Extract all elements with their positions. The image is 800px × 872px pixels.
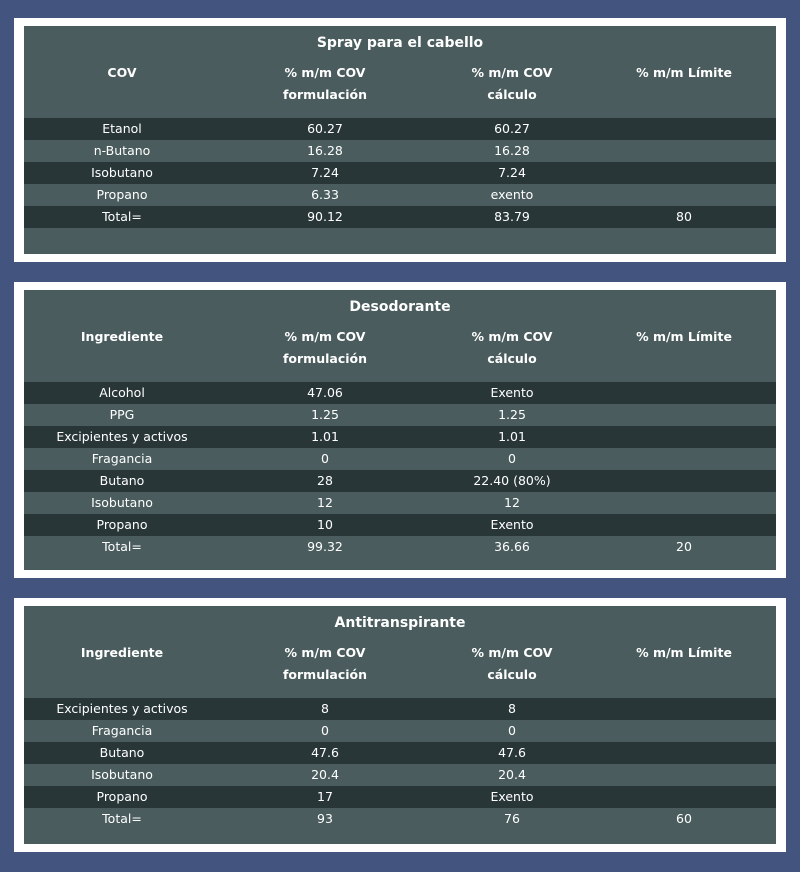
cell-name: Total= — [102, 539, 142, 554]
table-row — [24, 426, 776, 448]
cell-limite — [594, 140, 774, 162]
cell-limite: 20 — [676, 539, 692, 554]
cell-calculo: 0 — [508, 723, 516, 738]
cell-calculo: 36.66 — [494, 539, 530, 554]
column-header-formulacion — [220, 60, 430, 118]
table-row-total — [24, 536, 776, 558]
cell-name: Isobutano — [91, 165, 153, 180]
table-row — [24, 514, 776, 536]
table-panel — [24, 26, 776, 254]
cell-formulacion: 93 — [317, 811, 333, 826]
cell-formulacion: 10 — [317, 517, 333, 532]
column-header-line: formulación — [282, 87, 367, 102]
cell-limite — [594, 382, 774, 404]
column-header-cov: COV — [107, 65, 137, 80]
cell-formulacion: 17 — [317, 789, 333, 804]
cell-formulacion: 20.4 — [311, 767, 339, 782]
table-row — [24, 118, 776, 140]
cell-limite — [594, 162, 774, 184]
table-row — [24, 786, 776, 808]
cell-limite — [594, 720, 774, 742]
cell-formulacion: 28 — [317, 473, 333, 488]
cell-name: Excipientes y activos — [56, 701, 188, 716]
cell-formulacion: 47.06 — [307, 385, 343, 400]
column-header-formulacion — [220, 324, 430, 382]
table-row — [24, 448, 776, 470]
cell-calculo: 83.79 — [494, 209, 530, 224]
cell-calculo: 47.6 — [498, 745, 526, 760]
cell-name: Propano — [96, 789, 148, 804]
cell-limite — [594, 448, 774, 470]
cell-limite — [594, 764, 774, 786]
table-header-row — [24, 640, 776, 698]
cell-formulacion: 16.28 — [307, 143, 343, 158]
column-header-line: cálculo — [487, 667, 537, 682]
table-row — [24, 492, 776, 514]
cell-calculo: 8 — [508, 701, 516, 716]
cell-calculo: 1.25 — [498, 407, 526, 422]
cell-formulacion: 60.27 — [307, 121, 343, 136]
table-header-row — [24, 60, 776, 118]
table-title: Spray para el cabello — [316, 35, 484, 51]
cell-formulacion: 0 — [321, 723, 329, 738]
column-header-line: formulación — [282, 351, 367, 366]
table-row — [24, 404, 776, 426]
cell-limite — [594, 404, 774, 426]
table-row — [24, 720, 776, 742]
cell-name: Fragancia — [91, 451, 153, 466]
cell-name: Etanol — [102, 121, 142, 136]
column-header-line: % m/m COV — [471, 645, 553, 660]
cell-formulacion: 99.32 — [307, 539, 343, 554]
column-header-limite: % m/m Límite — [636, 645, 732, 660]
cell-name: Isobutano — [91, 495, 153, 510]
table-row — [24, 764, 776, 786]
cell-calculo: exento — [490, 187, 534, 202]
column-header-ingrediente: Ingrediente — [80, 645, 164, 660]
column-header-limite: % m/m Límite — [636, 65, 732, 80]
column-header-line: cálculo — [487, 351, 537, 366]
cell-limite — [594, 698, 774, 720]
cell-calculo: 20.4 — [498, 767, 526, 782]
cell-limite: 60 — [676, 811, 692, 826]
cell-calculo: 7.24 — [498, 165, 526, 180]
cell-formulacion: 47.6 — [311, 745, 339, 760]
cell-calculo: 1.01 — [498, 429, 526, 444]
cell-name: Excipientes y activos — [56, 429, 188, 444]
cell-name: Butano — [99, 745, 145, 760]
column-header-calculo — [430, 324, 594, 382]
column-header-calculo — [430, 640, 594, 698]
table-panel — [24, 290, 776, 570]
column-header-line: formulación — [282, 667, 367, 682]
cell-limite — [594, 118, 774, 140]
cell-calculo: 0 — [508, 451, 516, 466]
cell-calculo: Exento — [490, 385, 534, 400]
table-row — [24, 382, 776, 404]
cell-limite — [594, 742, 774, 764]
cell-formulacion: 90.12 — [307, 209, 343, 224]
cell-formulacion: 1.01 — [311, 429, 339, 444]
cell-formulacion: 7.24 — [311, 165, 339, 180]
table-title: Antitranspirante — [334, 615, 466, 631]
cell-name: Propano — [96, 517, 148, 532]
cell-limite — [594, 184, 774, 206]
cell-name: Butano — [99, 473, 145, 488]
cell-formulacion: 1.25 — [311, 407, 339, 422]
cell-name: Total= — [102, 209, 142, 224]
table-card-antitranspirante — [14, 598, 786, 852]
cell-limite: 80 — [676, 209, 692, 224]
column-header-line: % m/m COV — [284, 329, 366, 344]
cell-name: PPG — [109, 407, 135, 422]
cell-formulacion: 6.33 — [311, 187, 339, 202]
cell-limite — [594, 470, 774, 492]
cell-limite — [594, 786, 774, 808]
cell-name: Isobutano — [91, 767, 153, 782]
table-row — [24, 184, 776, 206]
column-header-ingrediente: Ingrediente — [80, 329, 164, 344]
table-card-spray — [14, 18, 786, 262]
cell-name: Fragancia — [91, 723, 153, 738]
table-row — [24, 470, 776, 492]
cell-limite — [594, 492, 774, 514]
column-header-line: % m/m COV — [471, 65, 553, 80]
cell-formulacion: 0 — [321, 451, 329, 466]
cell-name: n-Butano — [93, 143, 151, 158]
column-header-line: % m/m COV — [284, 645, 366, 660]
cell-name: Alcohol — [99, 385, 145, 400]
cell-calculo: 60.27 — [494, 121, 530, 136]
cell-calculo: Exento — [490, 517, 534, 532]
table-panel — [24, 606, 776, 844]
cell-formulacion: 12 — [317, 495, 333, 510]
table-row — [24, 162, 776, 184]
column-header-limite: % m/m Límite — [636, 329, 732, 344]
cell-limite — [594, 514, 774, 536]
table-row — [24, 140, 776, 162]
table-row-total — [24, 206, 776, 228]
table-row — [24, 742, 776, 764]
table-header-row — [24, 324, 776, 382]
cell-name: Propano — [96, 187, 148, 202]
cell-calculo: 12 — [504, 495, 520, 510]
column-header-line: cálculo — [487, 87, 537, 102]
column-header-line: % m/m COV — [471, 329, 553, 344]
cell-limite — [594, 426, 774, 448]
table-title: Desodorante — [349, 299, 451, 315]
table-row-total — [24, 808, 776, 830]
column-header-calculo — [430, 60, 594, 118]
cell-formulacion: 8 — [321, 701, 329, 716]
cell-calculo: 16.28 — [494, 143, 530, 158]
cell-calculo: Exento — [490, 789, 534, 804]
cell-calculo: 22.40 (80%) — [473, 473, 551, 488]
column-header-line: % m/m COV — [284, 65, 366, 80]
table-card-desodorante — [14, 282, 786, 578]
cell-calculo: 76 — [504, 811, 520, 826]
table-row — [24, 698, 776, 720]
cell-name: Total= — [102, 811, 142, 826]
column-header-formulacion — [220, 640, 430, 698]
